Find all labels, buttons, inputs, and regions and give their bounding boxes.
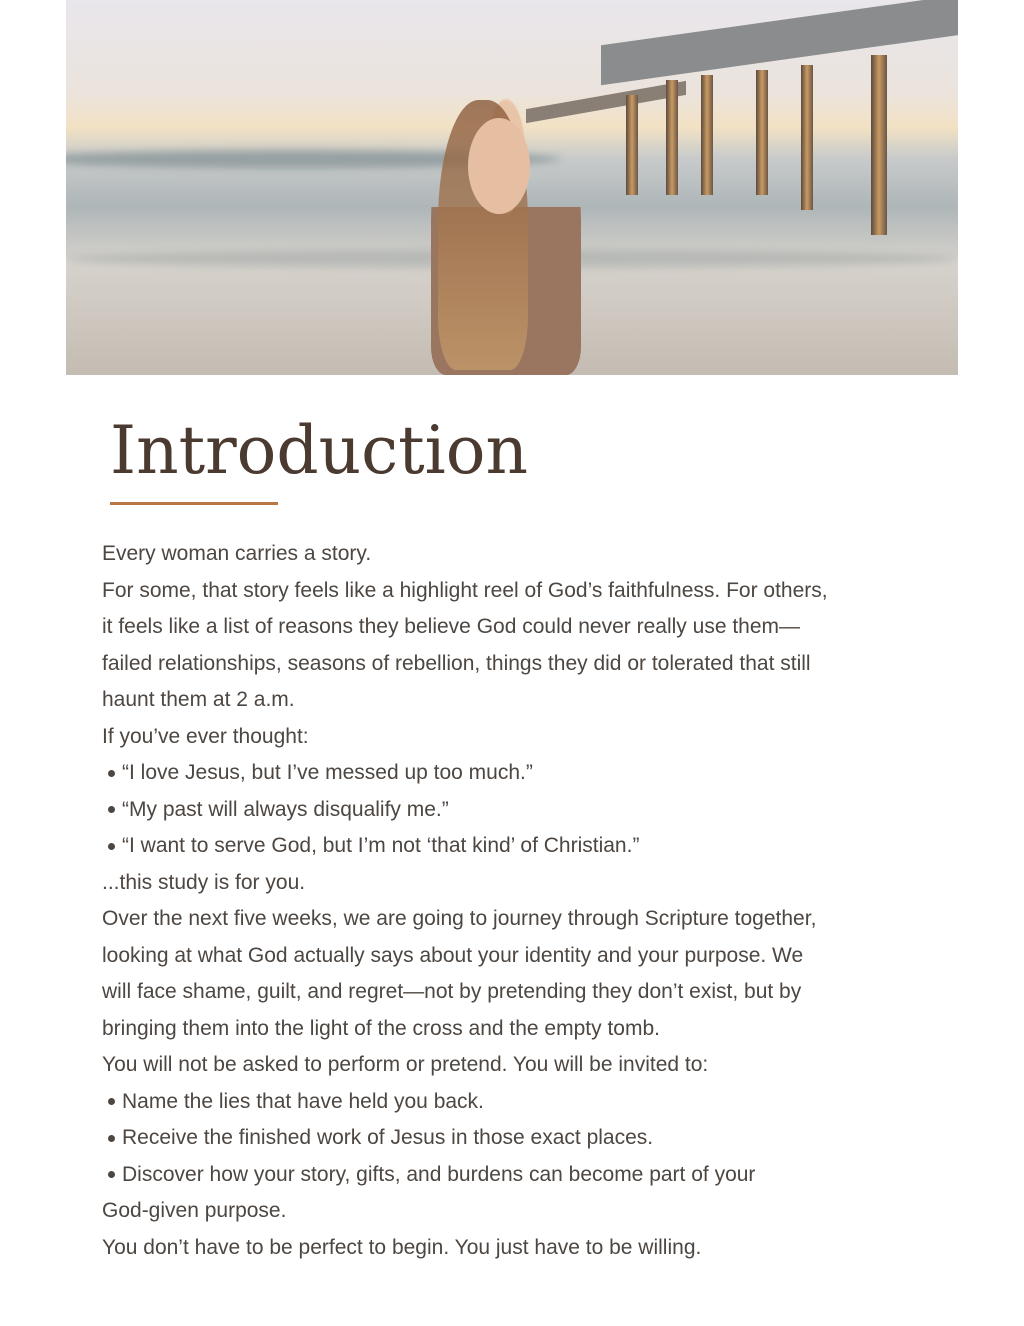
pier-pile	[626, 95, 638, 195]
bullet-item	[102, 755, 962, 792]
bullet-icon	[108, 1171, 115, 1178]
pier-deck	[601, 0, 958, 85]
bullet-item	[102, 792, 962, 829]
bullet-icon	[108, 806, 115, 813]
paragraph-line	[102, 1193, 962, 1230]
paragraph-line	[102, 573, 962, 610]
paragraph-line	[102, 1230, 962, 1267]
paragraph-line	[102, 719, 962, 756]
woman-face	[468, 118, 530, 214]
line-text: Name the lies that have held you back.	[122, 1089, 484, 1113]
hero-photo-woman-on-beach-pier	[66, 0, 958, 375]
title-underline	[110, 502, 278, 505]
bullet-icon	[108, 770, 115, 777]
line-text: failed relationships, seasons of rebellion, things they did or tolerated that still	[102, 651, 811, 675]
paragraph-line	[102, 609, 962, 646]
paragraph-line	[102, 1047, 962, 1084]
paragraph-line	[102, 901, 962, 938]
bullet-icon	[108, 843, 115, 850]
line-text: You will not be asked to perform or pretend. You will be invited to:	[102, 1053, 709, 1076]
line-text: Every woman carries a story.	[102, 542, 372, 565]
line-text: will face shame, guilt, and regret—not by pretending they don’t exist, but by	[102, 980, 802, 1003]
bullet-item	[102, 1157, 962, 1194]
line-text: Over the next five weeks, we are going to journey through Scripture together,	[102, 907, 817, 930]
pier-pile	[801, 65, 813, 210]
intro-body-text	[102, 536, 962, 1266]
line-text: “My past will always disqualify me.”	[122, 797, 449, 821]
bullet-item	[102, 828, 962, 865]
pier-pile	[756, 70, 768, 195]
line-text: bringing them into the light of the cross and the empty tomb.	[102, 1016, 660, 1040]
line-text: You don’t have to be perfect to begin. You just have to be willing.	[102, 1235, 702, 1259]
line-text: God-given purpose.	[102, 1199, 287, 1222]
line-text: Receive the finished work of Jesus in those exact places.	[122, 1126, 654, 1149]
line-text: For some, that story feels like a highlight reel of God’s faithfulness. For others,	[102, 578, 828, 602]
paragraph-line	[102, 974, 962, 1011]
line-text: “I love Jesus, but I’ve messed up too much.”	[122, 761, 533, 784]
line-text: it feels like a list of reasons they believe God could never really use them—	[102, 615, 801, 638]
paragraph-line	[102, 1011, 962, 1048]
pier-pile	[701, 75, 713, 195]
paragraph-line	[102, 646, 962, 683]
page-title: Introduction	[110, 412, 528, 489]
line-text: ...this study is for you.	[102, 870, 306, 894]
bullet-item	[102, 1084, 962, 1121]
bullet-icon	[108, 1098, 115, 1105]
pier-pile	[666, 80, 678, 195]
paragraph-line	[102, 938, 962, 975]
bullet-icon	[108, 1135, 115, 1142]
line-text: Discover how your story, gifts, and burdens can become part of your	[122, 1162, 756, 1186]
line-text: haunt them at 2 a.m.	[102, 688, 295, 711]
paragraph-line	[102, 536, 962, 573]
line-text: looking at what God actually says about your identity and your purpose. We	[102, 943, 804, 967]
paragraph-line	[102, 682, 962, 719]
line-text: If you’ve ever thought:	[102, 724, 309, 748]
pier-pile	[871, 55, 887, 235]
paragraph-line	[102, 865, 962, 902]
line-text: “I want to serve God, but I’m not ‘that kind’ of Christian.”	[122, 834, 640, 857]
bullet-item	[102, 1120, 962, 1157]
